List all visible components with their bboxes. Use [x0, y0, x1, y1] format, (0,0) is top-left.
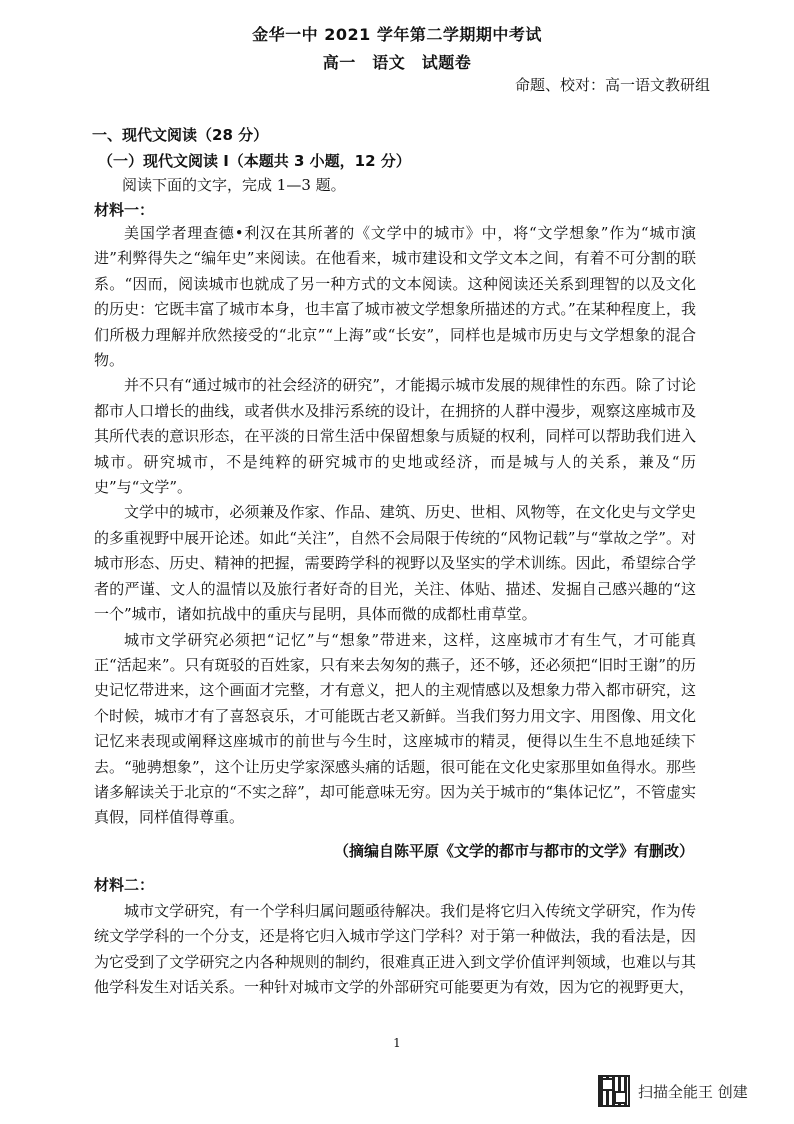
- section-heading: 一、现代文阅读（28 分）: [92, 126, 269, 144]
- exam-subtitle: 高一 语文 试题卷: [322, 53, 472, 72]
- material1-label: 材料一：: [94, 201, 155, 219]
- paragraph: 文学中的城市，必须兼及作家、作品、建筑、历史、世相、风物等，在文化史与文学史的多重视野中展开论述。如此“关注”，自然不会局限于传统的“风物记载”与“掌故之学”。对城市形态、历史、精神的把握，需要跨学科的视野以及坚实的学术训练。因此，希望综合学者的严谨、文人的温情以及旅行者好奇的目光，关注、体贴、描述、发掘自己感兴趣的“这一个”城市，诸如抗战中的重庆与昆明，具体而微的成都杜甫草堂。: [94, 503, 696, 624]
- exam-title: 金华一中 2021 学年第二学期期中考试: [252, 25, 542, 44]
- paragraph: 城市文学研究必须把“记忆”与“想象”带进来，这样，这座城市才有生气，才可能真正“活起来”。只有斑驳的百姓家，只有来去匆匆的燕子，还不够，还必须把“旧时王谢”的历史记忆带进来，这个画面才完整，才有意义，把人的主观情感以及想象力带入都市研究，这个时候，城市才有了喜怒哀乐，才可能既古老又新鲜。当我们努力用文字、用图像、用文化记忆来表现或阐释这座城市的前世与今生时，这座城市的精灵，便得以生生不息地延续下去。“驰骋想象”，这个让历史学家深感头痛的话题，很可能在文化史家那里如鱼得水。那些诸多解读关于北京的“不实之辞”，却可能意味无穷。因为关于城市的“集体记忆”，不管虚实真假，同样值得尊重。: [94, 630, 696, 827]
- subsection-heading: （一）现代文阅读 I（本题共 3 小题，12 分）: [98, 152, 411, 170]
- page-number: 1: [393, 1036, 401, 1050]
- instruction: 阅读下面的文字，完成 1—3 题。: [122, 176, 346, 194]
- source-citation: （摘编自陈平原《文学的都市与都市的文学》有删改）: [333, 842, 694, 860]
- scanner-watermark: [598, 1075, 748, 1107]
- paragraph: 美国学者理查德•利汉在其所著的《文学中的城市》中，将“文学想象”作为“城市演进”利弊得失之“编年史”来阅读。在他看来，城市建设和文学文本之间，有着不可分割的联系。“因而，阅读城市也就成了另一种方式的文本阅读。这种阅读还关系到理智的以及文化的历史：它既丰富了城市本身，也丰富了城市被文学想象所描述的方式。”在某种程度上，我们所极力理解并欣然接受的“北京”“上海”或“长安”，同样也是城市历史与文学想象的混合物。: [94, 224, 696, 370]
- material2-body: [94, 899, 696, 1001]
- material1-body: [94, 221, 696, 831]
- paragraph: 并不只有“通过城市的社会经济的研究”，才能揭示城市发展的规律性的东西。除了讨论都市人口增长的曲线，或者供水及排污系统的设计，在拥挤的人群中漫步，观察这座城市及其所代表的意识形态，在平淡的日常生活中保留想象与质疑的权利，同样可以帮助我们进入城市。研究城市，不是纯粹的研究城市的史地或经济，而是城与人的关系，兼及“历史”与“文学”。: [94, 376, 696, 497]
- paragraph: 城市文学研究，有一个学科归属问题亟待解决。我们是将它归入传统文学研究，作为传统文学学科的一个分支，还是将它归入城市学这门学科？对于第一种做法，我的看法是，因为它受到了文学研究之内各种规则的制约，很难真正进入到文学价值评判领域，也难以与其他学科发生对话关系。一种针对城市文学的外部研究可能要更为有效，因为它的视野更大，: [94, 902, 696, 997]
- author-line: 命题、校对：高一语文教研组: [514, 76, 710, 94]
- material2-label: 材料二：: [94, 876, 155, 894]
- qr-code-icon: [598, 1075, 630, 1107]
- watermark-text: 扫描全能王 创建: [638, 1082, 748, 1101]
